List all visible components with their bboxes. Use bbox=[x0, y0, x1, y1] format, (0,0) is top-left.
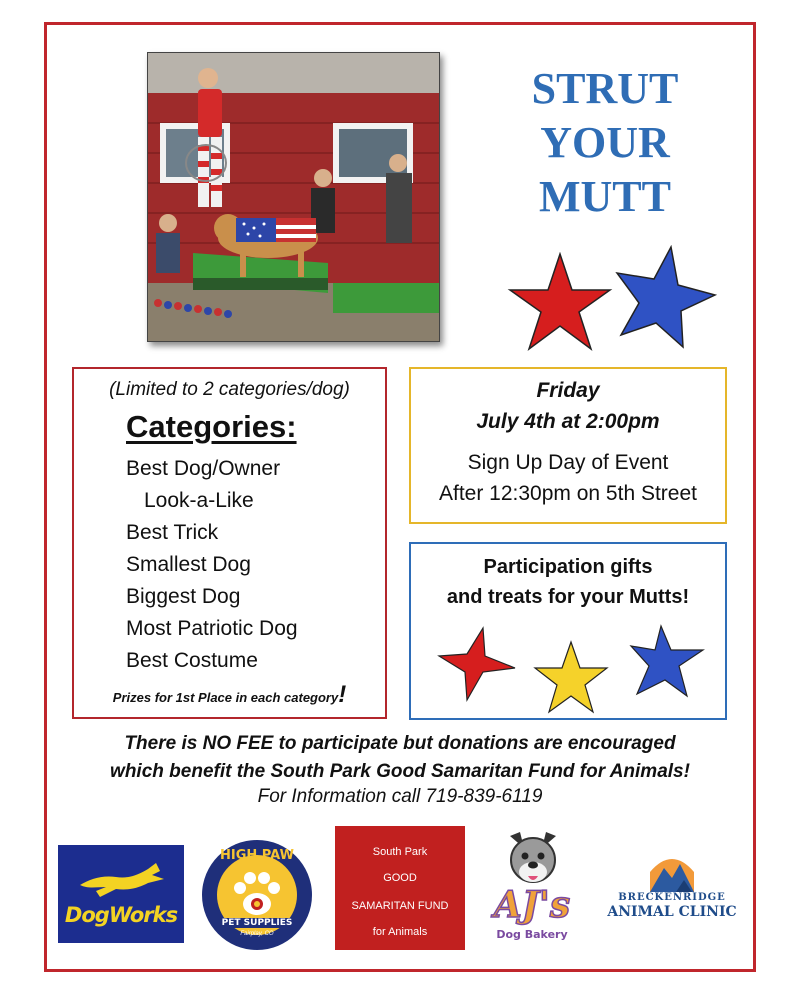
ajs-name: AJ's bbox=[493, 884, 571, 926]
red-star-icon bbox=[507, 252, 613, 352]
dogworks-label: DogWorks bbox=[64, 903, 178, 927]
title-line-2: YOUR bbox=[540, 118, 670, 167]
high-paw-place: Fairplay, CO bbox=[240, 931, 274, 937]
category-item: Best Trick bbox=[126, 521, 219, 544]
red-star-icon bbox=[437, 626, 517, 702]
gifts-box bbox=[409, 542, 727, 720]
category-item: Best Dog/Owner bbox=[126, 457, 281, 480]
schnauzer-icon bbox=[502, 830, 564, 890]
categories-box bbox=[72, 367, 387, 719]
gifts-line-1: Participation gifts bbox=[483, 556, 653, 578]
category-item: Most Patriotic Dog bbox=[126, 617, 298, 640]
spgs-line-4: for Animals bbox=[372, 926, 428, 938]
signup-note: Sign Up Day of Event bbox=[467, 451, 669, 474]
category-item: Best Costume bbox=[126, 649, 258, 672]
spgs-logo bbox=[335, 826, 465, 950]
categories-list bbox=[126, 453, 298, 677]
event-date-time: July 4th at 2:00pm bbox=[476, 410, 660, 433]
high-paw-bottom: PET SUPPLIES bbox=[214, 918, 300, 928]
yellow-star-icon bbox=[533, 640, 609, 714]
breckenridge-line-2: ANIMAL CLINIC bbox=[607, 904, 737, 920]
blue-star-icon bbox=[629, 624, 705, 700]
dogworks-logo bbox=[58, 845, 184, 943]
category-item: Biggest Dog bbox=[126, 585, 241, 608]
running-dog-icon bbox=[76, 857, 168, 901]
fee-notice bbox=[44, 730, 756, 786]
fee-line-2: which benefit the South Park Good Samaritan Fund for Animals! bbox=[110, 761, 690, 782]
limit-note: (Limited to 2 categories/dog) bbox=[109, 379, 350, 400]
breckenridge-line-1: BRECKENRIDGE bbox=[618, 892, 726, 903]
title-line-3: MUTT bbox=[539, 172, 671, 221]
gifts-line-2: and treats for your Mutts! bbox=[446, 586, 690, 608]
event-title bbox=[490, 62, 720, 224]
event-details-box bbox=[409, 367, 727, 524]
ajs-subtitle: Dog Bakery bbox=[496, 928, 568, 941]
breckenridge-logo bbox=[602, 852, 742, 930]
mountain-icon bbox=[646, 852, 698, 892]
categories-heading: Categories: bbox=[126, 409, 297, 444]
signup-detail: After 12:30pm on 5th Street bbox=[439, 482, 697, 505]
spgs-line-3: SAMARITAN FUND bbox=[351, 900, 449, 912]
ajs-dog-bakery-logo bbox=[472, 830, 592, 955]
high-paw-logo bbox=[200, 838, 314, 952]
category-item: Look-a-Like bbox=[144, 489, 254, 512]
prizes-note bbox=[74, 681, 385, 709]
prizes-text: Prizes for 1st Place in each category bbox=[112, 690, 339, 705]
blue-star-icon bbox=[611, 245, 717, 349]
fee-line-1: There is NO FEE to participate but donations are encouraged bbox=[124, 733, 676, 754]
spgs-line-2: GOOD bbox=[383, 872, 417, 884]
category-item: Smallest Dog bbox=[126, 553, 251, 576]
event-day: Friday bbox=[536, 379, 600, 402]
event-photo bbox=[147, 52, 440, 342]
contact-info: For Information call 719-839-6119 bbox=[257, 786, 543, 807]
title-line-1: STRUT bbox=[531, 64, 679, 113]
spgs-line-1: South Park bbox=[372, 846, 428, 858]
prizes-exclamation: ! bbox=[338, 681, 347, 708]
high-paw-top: HIGH PAW bbox=[220, 848, 294, 863]
